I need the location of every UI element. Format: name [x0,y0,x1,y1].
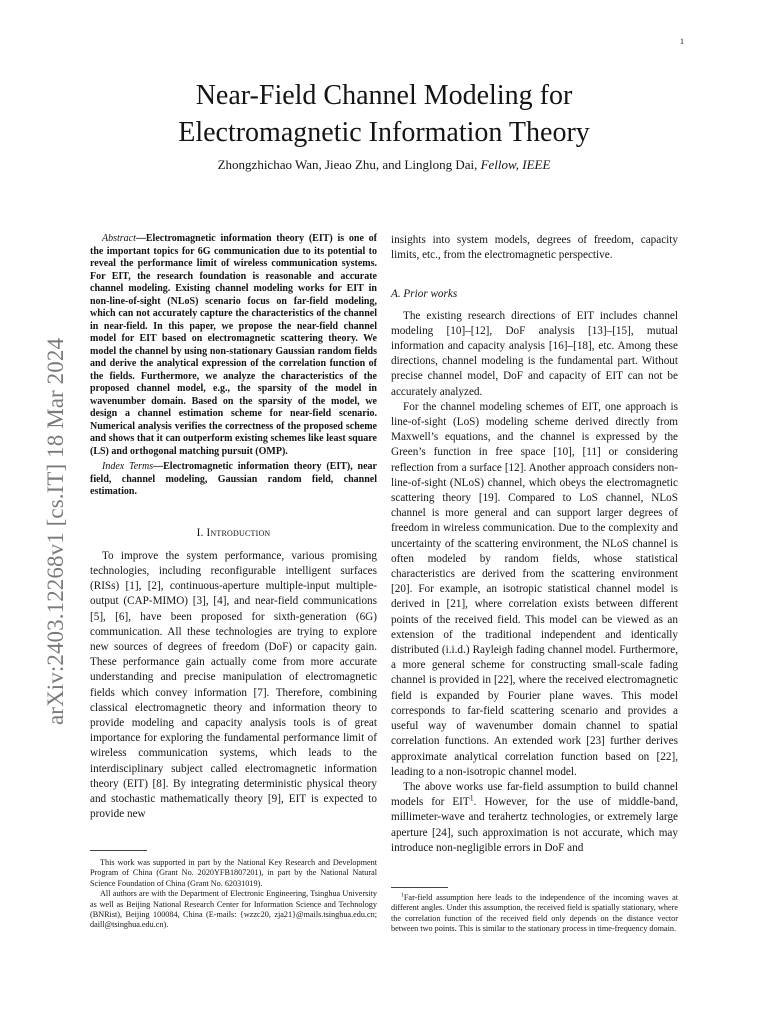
intro-paragraph-1: To improve the system performance, various promising technologies, including reconfigurable intelligent surfaces (RISs) [1], [2], continuous-aperture multiple-input multiple-output (CAP-MIMO) [3], [4], and near-field communications [5], [6], have been proposed for sixth-generation (6G) communication. All these technologies are trying to explore new sources of degrees of freedom (DoF) or capacity gain. These performance gain actually come from more accurate understanding and precise manipulation of electromagnetic fields which convey information [7]. Therefore, combining classical electromagnetic theory and information theory to provide modeling and capacity analysis tools is of great importance for exploring the fundamental performance limit of wireless communication systems, which leads to the interdisciplinary subject called electromagnetic information theory (EIT) [8]. By integrating deterministic physical theory and stochastic mathematically theory [9], EIT is expected to provide new [90,549,377,821]
index-terms [90,461,377,499]
author-fellow-title: Fellow, IEEE [480,157,551,172]
affiliation-footnote: All authors are with the Department of Electronic Engineering, Tsinghua University as well as Beijing National Research Center for Information Science and Technology (BNRist), Beijing 100084, China (E-mails: {wzzc20, zja21}@mails.tsinghua.edu.cn; daill@tsinghua.edu.cn). [90,889,377,930]
section-title: Introduction [206,526,271,539]
footnote-1 [391,893,678,935]
section-number: I. [196,526,207,539]
left-column [90,233,377,822]
footnote-mark: 1 [401,892,404,899]
paragraph-text: The above works use far-field assumption to build channel models for EIT [391,780,678,809]
arxiv-identifier-stamp[interactable]: arXiv:2403.12268v1 [cs.IT] 18 Mar 2024 [43,337,68,725]
footnotes-left [90,858,377,931]
paper-title [0,77,768,151]
paragraph-text: . However, for the use of middle-band, millimeter-wave and terahertz technologies, or extremely large aperture [24], such approximation is not accurate, which may introduce non-negligible errors in DoF and [391,796,678,854]
author-list [0,157,768,173]
funding-footnote: This work was supported in part by the National Key Research and Development Program of China (Grant No. 2020YFB1807201), in part by the National Natural Science Foundation of China (Grant No. 62031019). [90,858,377,888]
footnote-1-text: Far-field assumption here leads to the independence of the incoming waves at different angles. Under this assumption, the received field is spatially stationary, where the correlation function of the received field only depends on the distance vector between two points. This is similar to the stationary process in time-frequency domain. [391,893,678,934]
prior-works-paragraph-3 [391,780,678,856]
title-line-2: Electromagnetic Information Theory [178,117,590,148]
section-heading-introduction [90,526,377,541]
right-column [391,233,678,856]
page-number: 1 [680,37,684,46]
index-terms-text: —Electromagnetic information theory (EIT), near field, channel modeling, Gaussian random field, channel estimation. [90,461,378,497]
subsection-heading-prior-works: A. Prior works [391,288,458,301]
abstract-text: —Electromagnetic information theory (EIT) is one of the important topics for 6G communication due to its potential to reveal the performance limit of wireless communication systems. For EIT, the research foundation is reasonable and accurate channel modeling. Existing channel modeling works for EIT in non-line-of-sight (NLoS) scenario focus on far-field modeling, which can not accurately capture the characteristics of the channel in near-field. In this paper, we propose the near-field channel model for EIT based on electromagnetic scattering theory. We model the channel by using non-stationary Gaussian random fields and derive the analytical expression of the correlation function of the fields. Furthermore, we analyze the characteristics of the proposed channel model, e.g., the sparsity of the model in wavenumber domain. Based on the sparsity of the model, we design a channel estimation scheme for near-field scenario. Numerical analysis verifies the correctness of the proposed scheme and shows that it can outperform existing schemes like least square (LS) and orthogonal matching pursuit (OMP). [90,233,377,457]
abstract-label: Abstract [102,233,136,244]
prior-works-paragraph-2: For the channel modeling schemes of EIT, one approach is line-of-sight (LoS) modeling scheme derived directly from Maxwell’s equations, and the channel is expressed by the Green’s function in free space [10], [11] or considering reflection from a surface [12]. Another approach considers non-line-of-sight (NLoS) channel, which obeys the electromagnetic scattering theory [19]. Compared to LoS channel, NLoS channel is more general and can support larger degrees of freedom in wireless communication. Due to the complexity and uncertainty of the scattering environment, the NLoS channel is often modeled by random fields, whose statistical characteristics are derived from the scattering environment [20]. For example, an isotropic statistical channel model is derived in [21], where correlation exists between different points of the received field. This model can be viewed as an extension of the traditional independent and identically distributed (i.i.d.) Rayleigh fading channel model. Furthermore, a more general scheme for constructing small-scale fading channel is provided in [22], where the received electromagnetic field is expanded by Fourier plane waves. This model corresponds to far-field scattering scenario and provides a useful way of wavenumber domain channel to spatial correlation functions. An extended work [23] further derives approximate analytical correlation function based on [22], leading to a non-isotropic channel model. [391,400,678,778]
footnote-marker[interactable]: 1 [469,793,474,803]
title-line-1: Near-Field Channel Modeling for [195,80,573,111]
prior-works-paragraph-1: The existing research directions of EIT includes channel modeling [10]–[12], DoF analysis [13]–[15], mutual information and capacity analysis [16]–[18], etc. Among these directions, channel modeling is the fundamental part. Without precise channel model, DoF and capacity of EIT can not be accurately analyzed. [391,309,678,398]
abstract [90,233,377,458]
index-terms-label: Index Terms [102,461,154,472]
intro-paragraph-1-continued: insights into system models, degrees of freedom, capacity limits, etc., from the electromagnetic perspective. [391,234,678,262]
footnote-divider-left [90,850,147,851]
footnote-divider-right [391,887,448,888]
author-names: Zhongzhichao Wan, Jieao Zhu, and Linglong Dai, [217,157,481,172]
